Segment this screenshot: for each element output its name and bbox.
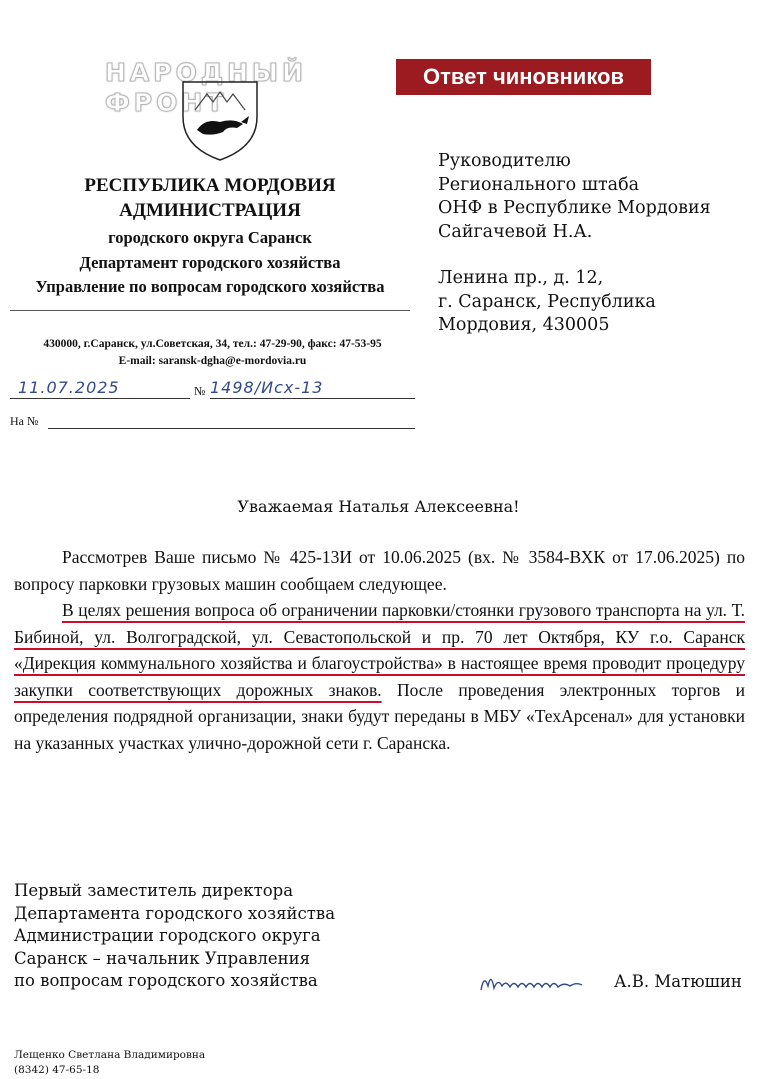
- signer-position: [14, 880, 335, 993]
- signer-line: по вопросам городского хозяйства: [14, 971, 318, 990]
- body-paragraph-2-rest: После проведения электронных торгов и определения подрядной организации, знаки будут переданы в МБУ «ТехАрсенал» для установки на указанных участках улично-дорожной сети г. Саранска.: [14, 679, 745, 753]
- greeting: Уважаемая Наталья Алексеевна!: [237, 497, 520, 516]
- reply-number-line: [48, 414, 415, 429]
- recipient-block: [438, 150, 711, 338]
- sender-address: 430000, г.Саранск, ул.Советская, 34, тел.: 47-29-90, факс: 47-53-95: [43, 338, 382, 350]
- recipient-line: Руководителю: [438, 151, 571, 171]
- sender-administration: АДМИНИСТРАЦИЯ: [119, 200, 301, 221]
- signer-line: Администрации городского округа: [14, 926, 321, 945]
- reg-number-label: №: [194, 384, 206, 398]
- recipient-address-line: Ленина пр., д. 12,: [438, 268, 604, 288]
- coat-of-arms-icon: [165, 62, 275, 162]
- recipient-line: ОНФ в Республике Мордовия: [438, 198, 711, 218]
- sender-department: Департамент городского хозяйства: [79, 253, 341, 272]
- recipient-line: Сайгачевой Н.А.: [438, 221, 593, 242]
- letter-body: [14, 544, 745, 756]
- recipient-address-line: Мордовия, 430005: [438, 315, 610, 335]
- executor-info: [14, 1048, 205, 1078]
- body-paragraph-2: [14, 597, 745, 756]
- recipient-line: Регионального штаба: [438, 174, 640, 195]
- reg-date: 11.07.2025: [18, 378, 120, 397]
- signer-name: А.В. Матюшин: [614, 972, 742, 991]
- reply-label: На №: [10, 414, 39, 428]
- executor-phone: (8342) 47-65-18: [14, 1064, 100, 1076]
- letterhead-divider: [10, 310, 410, 311]
- signer-line: Департамента городского хозяйства: [14, 903, 336, 923]
- reg-number-line: [210, 380, 415, 399]
- sender-republic: РЕСПУБЛИКА МОРДОВИЯ: [84, 175, 336, 196]
- body-paragraph-1: Рассмотрев Ваше письмо № 425-13И от 10.06.2025 (вх. № 3584-ВХК от 17.06.2025) по вопросу парковки грузовых машин сообщаем следующее.: [14, 547, 745, 594]
- signer-line: Первый заместитель директора: [14, 881, 294, 900]
- watermark-line2: ФРОНТ: [105, 88, 228, 117]
- reg-number: 1498/Исх-13: [210, 378, 324, 397]
- sender-contacts: [10, 336, 415, 370]
- highlighted-text: В целях решения вопроса об ограничении парковки/стоянки грузового транспорта на ул. Т. Бибиной, ул. Волгоградской, ул. Севастопольской и пр. 70 лет Октября, КУ г.о. Саранск «Дирекция коммунального хозяйства и благоустройства» в настоящее время проводит процедуру закупки соответствующих дорожных знаков.: [14, 600, 745, 700]
- watermark-line1: НАРОДНЫЙ: [105, 58, 307, 87]
- category-badge: Ответ чиновников: [396, 59, 651, 95]
- executor-name: Лещенко Светлана Владимировна: [14, 1049, 206, 1061]
- sender-district: городского округа Саранск: [108, 228, 312, 247]
- sender-email: E-mail: saransk-dgha@e-mordovia.ru: [118, 355, 307, 367]
- recipient-address-line: г. Саранск, Республика: [438, 291, 656, 312]
- reg-date-line: [10, 380, 190, 399]
- sender-office: Управление по вопросам городского хозяйства: [35, 277, 385, 296]
- signature-icon: [478, 968, 588, 998]
- signer-line: Саранск – начальник Управления: [14, 948, 311, 968]
